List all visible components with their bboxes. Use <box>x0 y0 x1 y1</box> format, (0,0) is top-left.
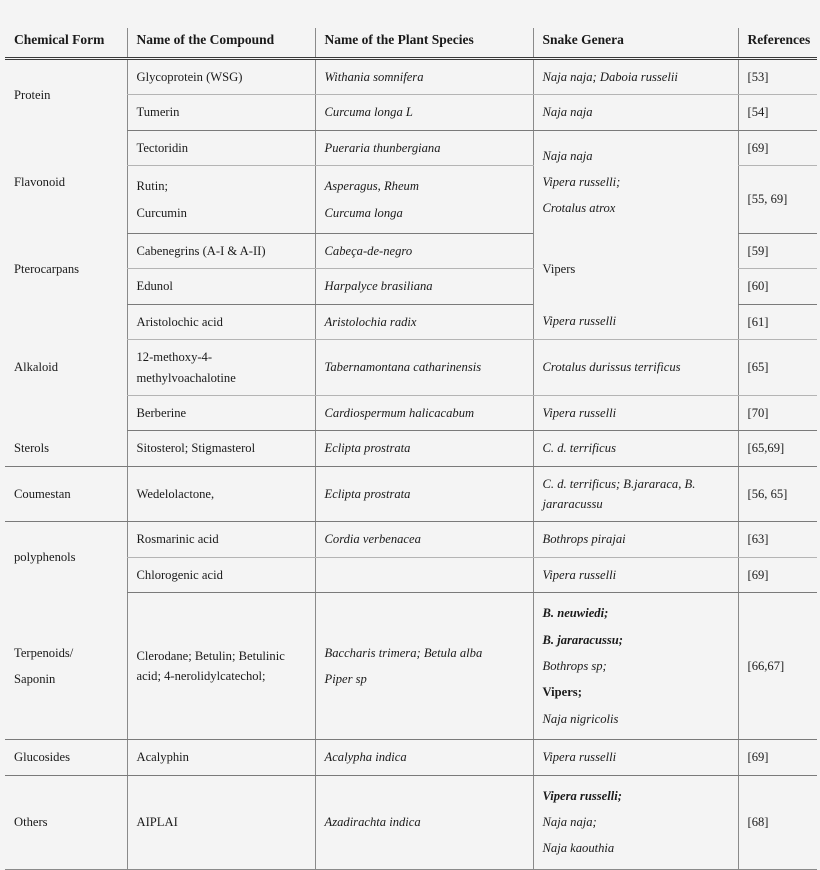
chemical-form-polyphenols: polyphenols <box>14 550 76 565</box>
table-body <box>5 59 817 870</box>
column-header-chemical-form: Chemical Form <box>5 28 127 59</box>
chemical-form-line: Terpenoids/ <box>14 645 74 660</box>
snake-line: Vipera russelli; <box>542 788 622 803</box>
compound-cell: Cabenegrins (A-I & A-II) <box>127 233 315 268</box>
reference-cell: [65] <box>738 340 817 396</box>
plant-cell: Harpalyce brasiliana <box>315 269 533 304</box>
chemical-form-sterols: Sterols <box>5 431 127 466</box>
chemical-form-flavonoid: Flavonoid <box>14 174 66 189</box>
compound-line: Curcumin <box>136 205 187 220</box>
table-row <box>5 557 817 592</box>
table-container <box>0 28 820 856</box>
snake-line: Crotalus atrox <box>542 201 616 216</box>
reference-cell: [60] <box>738 269 817 304</box>
snake-cell: Vipera russelli <box>533 304 738 339</box>
snake-cell: Bothrops pirajai <box>533 522 738 557</box>
chemical-form-coumestan: Coumestan <box>5 466 127 522</box>
reference-cell: [66,67] <box>738 593 817 740</box>
plant-cell <box>315 593 533 740</box>
plant-cell: Cordia verbenacea <box>315 522 533 557</box>
table-row <box>5 233 817 268</box>
column-header-plant-species: Name of the Plant Species <box>315 28 533 59</box>
snake-line: Naja nigricolis <box>542 711 619 726</box>
reference-cell: [59] <box>738 233 817 268</box>
reference-cell: [65,69] <box>738 431 817 466</box>
reference-cell: [56, 65] <box>738 466 817 522</box>
snake-line: Bothrops sp; <box>542 659 607 674</box>
column-header-snake-genera: Snake Genera <box>533 28 738 59</box>
snake-cell: Naja naja; Daboia russelii <box>533 59 738 95</box>
compound-cell <box>127 340 315 396</box>
snake-cell: Vipera russelli <box>533 740 738 775</box>
compound-line: acid; 4-nerolidylcatechol; <box>136 669 266 684</box>
reference-cell: [68] <box>738 775 817 869</box>
snake-line: Vipera russelli; <box>542 174 621 189</box>
compound-cell: Wedelolactone, <box>127 466 315 522</box>
reference-cell: [69] <box>738 557 817 592</box>
reference-cell: [55, 69] <box>738 166 817 234</box>
chemical-form-others: Others <box>5 775 127 869</box>
compound-cell: Sitosterol; Stigmasterol <box>127 431 315 466</box>
compound-cell: Acalyphin <box>127 740 315 775</box>
snake-cell: Vipera russelli <box>533 395 738 430</box>
table-row <box>5 593 817 740</box>
reference-cell: [69] <box>738 740 817 775</box>
table-row <box>5 340 817 396</box>
plant-cell: Acalypha indica <box>315 740 533 775</box>
snake-line: Vipers; <box>542 685 582 700</box>
plant-cell: Withania somnifera <box>315 59 533 95</box>
plant-cell: Pueraria thunbergiana <box>315 130 533 165</box>
plant-cell: Cabeça-de-negro <box>315 233 533 268</box>
table-row <box>5 95 817 130</box>
chemical-form-line: Saponin <box>14 671 56 686</box>
column-header-compound-name: Name of the Compound <box>127 28 315 59</box>
table-row <box>5 59 817 95</box>
plant-line: Curcuma longa <box>324 205 403 220</box>
plant-cell-empty <box>315 557 533 592</box>
compound-cell <box>127 166 315 234</box>
snake-line: Naja kaouthia <box>542 841 615 856</box>
reference-cell: [54] <box>738 95 817 130</box>
snake-line: jararacussu <box>542 497 603 512</box>
compound-cell: Tumerin <box>127 95 315 130</box>
reference-cell: [70] <box>738 395 817 430</box>
plant-line: Asperagus, Rheum <box>324 179 419 194</box>
table-header <box>5 28 817 59</box>
table-row <box>5 740 817 775</box>
table-row <box>5 304 817 339</box>
compound-line: Rutin; <box>136 179 168 194</box>
compound-cell: Edunol <box>127 269 315 304</box>
table-row <box>5 395 817 430</box>
compound-cell: Glycoprotein (WSG) <box>127 59 315 95</box>
plant-cell: Eclipta prostrata <box>315 466 533 522</box>
snake-cell <box>533 775 738 869</box>
snake-cell: Crotalus durissus terrificus <box>533 340 738 396</box>
snake-line: C. d. terrificus; B.jararaca, B. <box>542 476 696 491</box>
column-header-references: References <box>738 28 817 59</box>
header-row <box>5 28 817 59</box>
snake-line: B. jararacussu; <box>542 632 623 647</box>
compound-cell: Aristolochic acid <box>127 304 315 339</box>
compound-line: 12-methoxy-4- <box>136 350 213 365</box>
snake-cell: Naja naja <box>533 95 738 130</box>
compound-cell: AIPLAI <box>127 775 315 869</box>
table-row <box>5 130 817 165</box>
table-row <box>5 775 817 869</box>
plant-cell <box>315 166 533 234</box>
plant-line: Baccharis trimera; Betula alba <box>324 645 483 660</box>
compound-line: methylvoachalotine <box>136 370 236 385</box>
plant-cell: Tabernamontana catharinensis <box>315 340 533 396</box>
compound-cell: Chlorogenic acid <box>127 557 315 592</box>
chemical-form-terpenoids-saponin <box>5 593 127 740</box>
reference-cell: [69] <box>738 130 817 165</box>
chemical-form-alkaloid: Alkaloid <box>14 360 59 375</box>
compound-cell <box>127 593 315 740</box>
chemical-form-protein: Protein <box>14 87 51 102</box>
table-row <box>5 466 817 522</box>
reference-cell: [61] <box>738 304 817 339</box>
snake-line: B. neuwiedi; <box>542 606 609 621</box>
snake-cell: Vipera russelli <box>533 557 738 592</box>
compound-cell: Tectoridin <box>127 130 315 165</box>
snake-cell <box>533 466 738 522</box>
plant-cell: Azadirachta indica <box>315 775 533 869</box>
compound-cell: Rosmarinic acid <box>127 522 315 557</box>
snake-line: Naja naja; <box>542 814 597 829</box>
snake-cell <box>533 593 738 740</box>
plant-cell: Cardiospermum halicacabum <box>315 395 533 430</box>
plant-cell: Aristolochia radix <box>315 304 533 339</box>
phytochemical-antivenom-table <box>5 28 817 870</box>
reference-cell: [53] <box>738 59 817 95</box>
plant-line: Piper sp <box>324 672 367 687</box>
plant-cell: Eclipta prostrata <box>315 431 533 466</box>
snake-cell-merged: Vipers <box>533 233 738 304</box>
snake-cell: C. d. terrificus <box>533 431 738 466</box>
chemical-form-pterocarpans: Pterocarpans <box>14 261 80 276</box>
reference-cell: [63] <box>738 522 817 557</box>
plant-cell: Curcuma longa L <box>315 95 533 130</box>
chemical-form-glucosides: Glucosides <box>5 740 127 775</box>
snake-line: Naja naja <box>542 148 593 163</box>
compound-cell: Berberine <box>127 395 315 430</box>
table-row <box>5 522 817 557</box>
table-row <box>5 431 817 466</box>
snake-cell <box>533 130 738 233</box>
compound-line: Clerodane; Betulin; Betulinic <box>136 648 285 663</box>
